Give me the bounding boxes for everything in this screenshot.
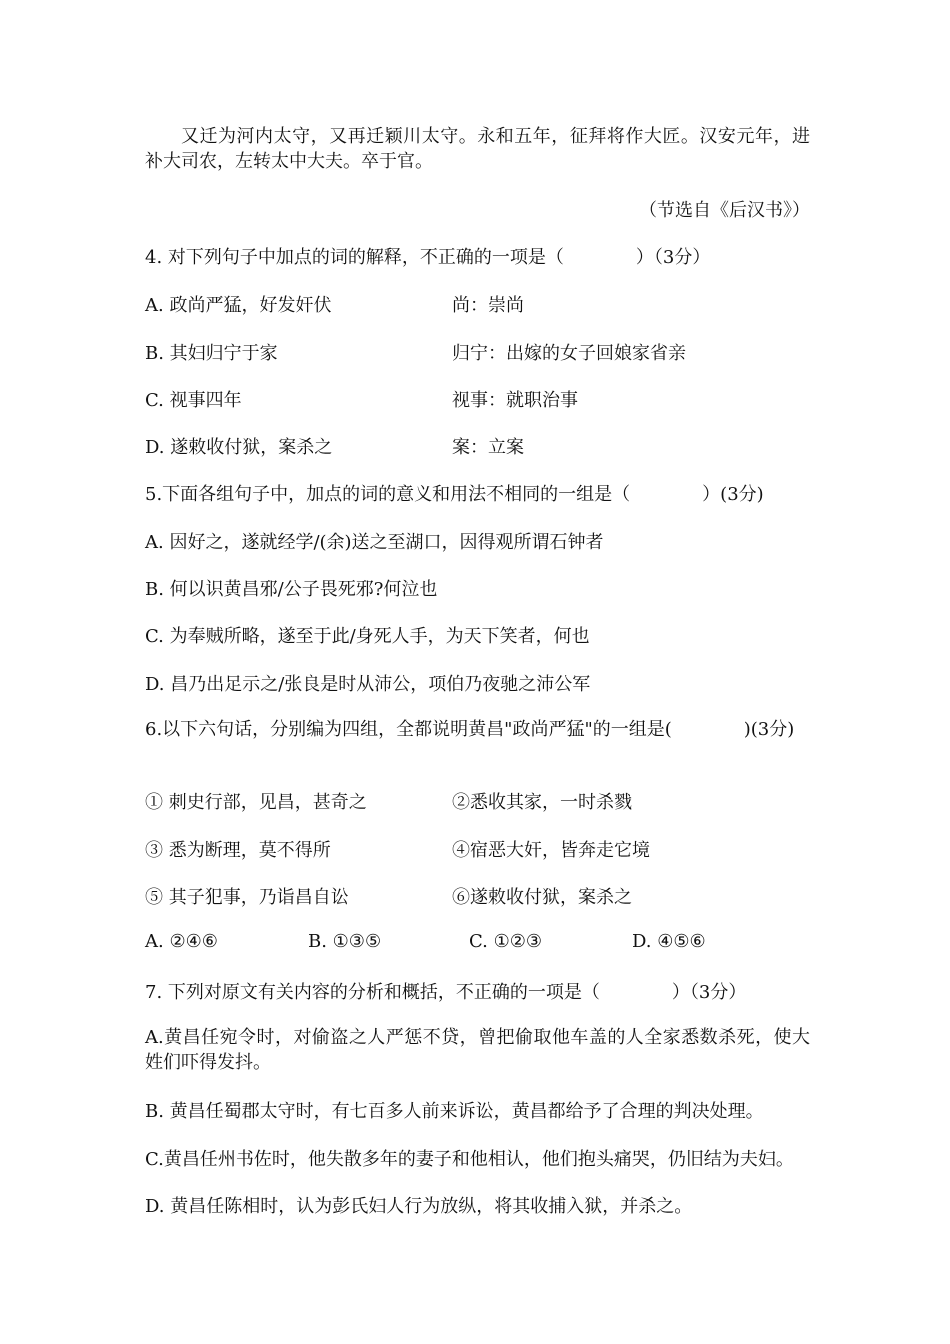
option-sentence: B. 其妇归宁于家	[145, 343, 278, 364]
question-7-option-a: A.黄昌任宛令时，对偷盗之人严惩不贷，曾把偷取他车盖的人全家悉数杀死，使大姓们吓得发抖。	[145, 1027, 810, 1073]
option-gloss: 案：立案	[452, 437, 524, 458]
question-5-option-d: D. 昌乃出足示之/张良是时从沛公，项伯乃夜驰之沛公军	[145, 674, 591, 695]
option-gloss: 归宁：出嫁的女子回娘家省亲	[452, 343, 686, 364]
item-left: ① 刺史行部，见昌，甚奇之	[145, 792, 367, 813]
option-gloss: 视事：就职治事	[452, 390, 578, 411]
option-sentence: A. 政尚严猛，好发奸伏	[145, 295, 332, 316]
question-7-option-d: D. 黄昌任陈相时，认为彭氏妇人行为放纵，将其收捕入狱，并杀之。	[145, 1196, 693, 1217]
question-5-option-a: A. 因好之，遂就经学/(余)送之至湖口，因得观所谓石钟者	[145, 532, 604, 553]
question-5-stem: 5.下面各组句子中，加点的词的意义和用法不相同的一组是（ ）(3分)	[145, 484, 764, 505]
option-sentence: D. 遂敕收付狱，案杀之	[145, 437, 333, 458]
item-left: ③ 悉为断理，莫不得所	[145, 840, 331, 861]
answer-b: B. ①③⑤	[308, 931, 382, 952]
answer-c: C. ①②③	[469, 931, 542, 952]
question-5-option-c: C. 为奉贼所略，遂至于此/身死人手，为天下笑者，何也	[145, 626, 590, 647]
item-left: ⑤ 其子犯事，乃诣昌自讼	[145, 887, 349, 908]
document-page	[145, 0, 810, 1344]
answer-a: A. ②④⑥	[145, 931, 218, 952]
question-7-stem: 7. 下列对原文有关内容的分析和概括，不正确的一项是（ ）（3分）	[145, 982, 747, 1003]
item-right: ⑥遂敕收付狱，案杀之	[452, 887, 632, 908]
question-6-stem: 6.以下六句话，分别编为四组，全都说明黄昌"政尚严猛"的一组是( )(3分)	[145, 719, 795, 740]
question-5-option-b: B. 何以识黄昌邪/公子畏死邪?何泣也	[145, 579, 438, 600]
question-7-option-b: B. 黄昌任蜀郡太守时，有七百多人前来诉讼，黄昌都给予了合理的判决处理。	[145, 1101, 764, 1122]
answer-d: D. ④⑤⑥	[632, 931, 706, 952]
option-gloss: 尚：崇尚	[452, 295, 524, 316]
item-right: ④宿恶大奸，皆奔走它境	[452, 840, 650, 861]
item-right: ②悉收其家，一时杀戮	[452, 792, 632, 813]
question-4-stem: 4. 对下列句子中加点的词的解释，不正确的一项是（ ）（3分）	[145, 247, 711, 268]
passage-paragraph: 又迁为河内太守，又再迁颖川太守。永和五年，征拜将作大匠。汉安元年，进补大司农，左转太中大夫。卒于官。	[145, 126, 810, 172]
passage-source: （节选自《后汉书》）	[639, 200, 810, 221]
option-sentence: C. 视事四年	[145, 390, 242, 411]
question-7-option-c: C.黄昌任州书佐时，他失散多年的妻子和他相认，他们抱头痛哭，仍旧结为夫妇。	[145, 1149, 794, 1170]
